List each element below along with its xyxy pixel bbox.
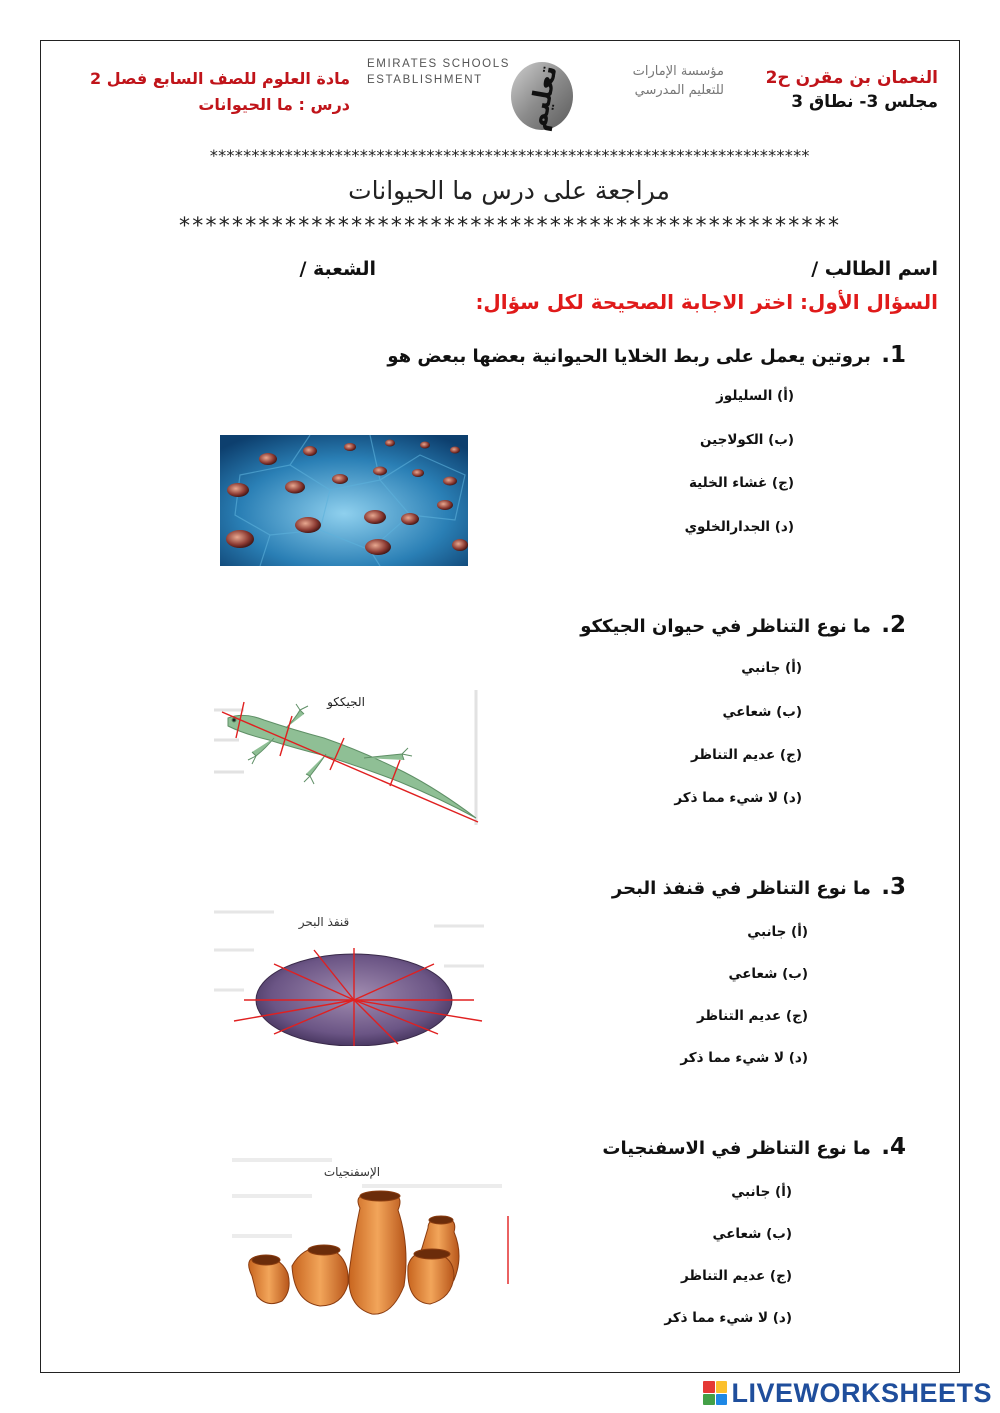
- options-q2: [602, 660, 802, 820]
- star-divider-top: ************************************************************************: [209, 146, 809, 165]
- question-number: 4.: [881, 1134, 906, 1160]
- lesson-line: درس : ما الحيوانات: [198, 95, 350, 114]
- animal-cells-image: [220, 435, 468, 566]
- option-d[interactable]: (د) الجدارالخلوي: [684, 519, 794, 535]
- logo-english-text: EMIRATES SCHOOLS ESTABLISHMENT: [367, 58, 510, 86]
- question-text: ما نوع التناظر في قنفذ البحر: [611, 878, 871, 899]
- gecko-image: [214, 690, 480, 825]
- logo-arabic-text: مؤسسة الإمارات للتعليم المدرسي: [632, 64, 724, 98]
- options-q3: [608, 924, 808, 1084]
- option-b[interactable]: (ب) شعاعي: [712, 1226, 792, 1242]
- question-number: 1.: [881, 342, 906, 368]
- svg-text:الإسفنجيات: الإسفنجيات: [323, 1165, 381, 1179]
- section-heading: السؤال الأول: اختر الاجابة الصحيحة لكل سؤال:: [475, 290, 938, 314]
- option-c[interactable]: (ج) عديم التناظر: [696, 1008, 808, 1024]
- question-3: [612, 874, 906, 900]
- sponges-image: [232, 1156, 512, 1324]
- option-a[interactable]: (أ) جانبي: [747, 924, 808, 940]
- option-b[interactable]: (ب) الكولاجين: [699, 432, 794, 448]
- liveworksheets-logo-icon: [703, 1381, 727, 1405]
- star-divider-bottom: **************************************************: [177, 214, 841, 239]
- subject-line: مادة العلوم للصف السابع فصل 2: [90, 69, 350, 88]
- option-d[interactable]: (د) لا شيء مما ذكر: [674, 790, 802, 806]
- svg-text:تعليم: تعليم: [522, 62, 564, 134]
- section-label: الشعبة /: [299, 258, 376, 280]
- question-1: [387, 342, 906, 368]
- teacher-name: النعمان بن مقرن ح2: [765, 68, 938, 88]
- liveworksheets-badge[interactable]: [703, 1376, 992, 1410]
- header-subject-block: [80, 66, 350, 118]
- option-d[interactable]: (د) لا شيء مما ذكر: [664, 1310, 792, 1326]
- header-teacher-block: [766, 66, 938, 114]
- option-d[interactable]: (د) لا شيء مما ذكر: [680, 1050, 808, 1066]
- option-c[interactable]: (ج) عديم التناظر: [690, 747, 802, 763]
- taaleem-logo-icon: [505, 54, 579, 134]
- question-2: [580, 612, 906, 638]
- question-text: بروتين يعمل على ربط الخلايا الحيوانية بعضها ببعض هو: [387, 346, 871, 367]
- option-a[interactable]: (أ) جانبي: [741, 660, 802, 676]
- svg-text:الجيككو: الجيككو: [327, 695, 365, 709]
- option-a[interactable]: (أ) جانبي: [731, 1184, 792, 1200]
- svg-text:قنفذ البحر: قنفذ البحر: [298, 915, 350, 929]
- option-c[interactable]: (ج) عديم التناظر: [680, 1268, 792, 1284]
- council-line: مجلس 3- نطاق 3: [791, 92, 938, 112]
- page-title: مراجعة على درس ما الحيوانات: [348, 176, 670, 205]
- options-q1: [594, 388, 794, 548]
- option-b[interactable]: (ب) شعاعي: [728, 966, 808, 982]
- option-c[interactable]: (ج) غشاء الخلية: [688, 475, 794, 491]
- ministry-logo: [355, 46, 730, 138]
- options-q4: [592, 1184, 792, 1344]
- liveworksheets-text: LIVEWORKSHEETS: [731, 1377, 992, 1408]
- option-a[interactable]: (أ) السليلوز: [716, 388, 794, 404]
- student-name-label: اسم الطالب /: [811, 258, 938, 280]
- question-number: 3.: [881, 874, 906, 900]
- question-4: [602, 1134, 906, 1160]
- option-b[interactable]: (ب) شعاعي: [722, 704, 802, 720]
- question-text: ما نوع التناظر في حيوان الجيككو: [580, 616, 871, 637]
- sea-urchin-image: [214, 906, 484, 1046]
- question-number: 2.: [881, 612, 906, 638]
- question-text: ما نوع التناظر في الاسفنجيات: [602, 1138, 871, 1159]
